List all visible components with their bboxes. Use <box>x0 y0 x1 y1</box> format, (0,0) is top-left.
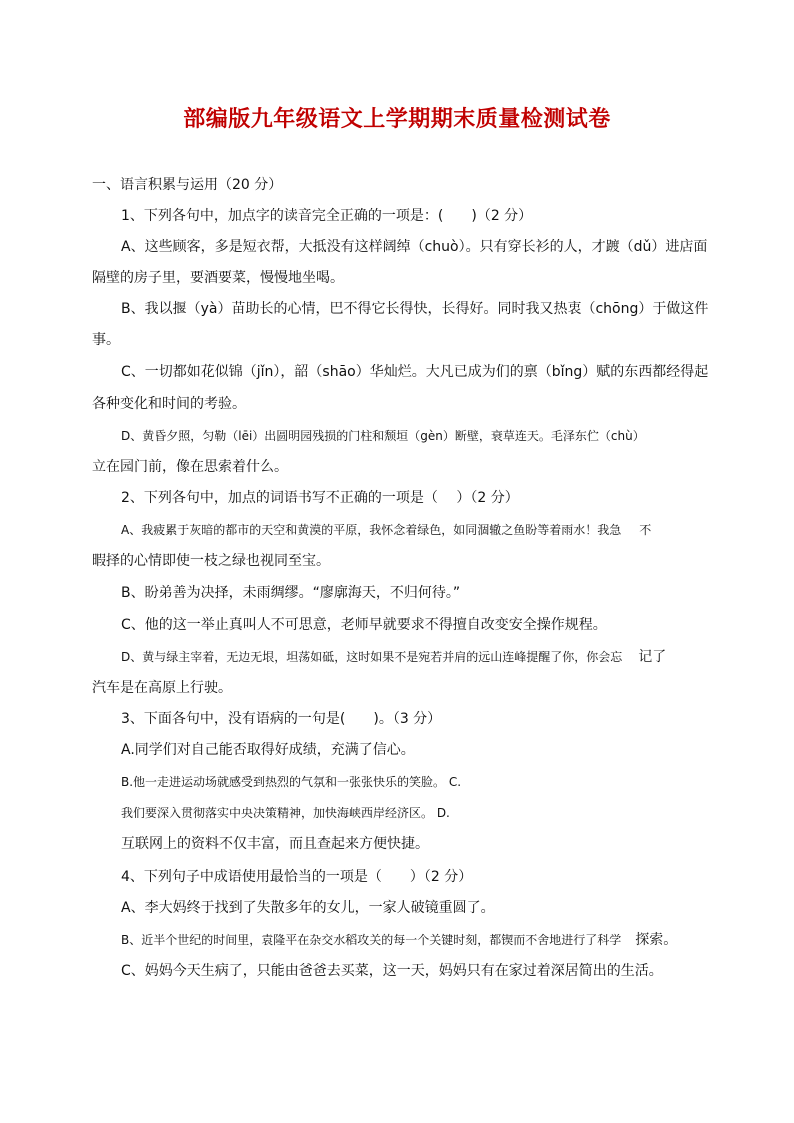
question-2-option-d-cont: 汽车是在高原上行驶。 <box>92 680 232 696</box>
question-1-option-d-cont: 立在园门前，像在思索着什么。 <box>92 459 288 475</box>
question-1-option-d: D、黄昏夕照，匀勒（lēi）出圆明园残损的门柱和颓垣（gèn）断壁，衰草连天。毛泽东伫（chù） <box>121 429 645 443</box>
question-1-option-b: B、我以揠（yà）苗助长的心情，巴不得它长得快，长得好。同时我又热衷（chōng）于做这件 <box>121 301 709 317</box>
question-2-option-a-tail: 不 <box>639 523 652 537</box>
question-1-option-c-cont: 各种变化和时间的考验。 <box>92 396 246 412</box>
question-2-option-a <box>121 520 651 540</box>
question-3-option-d: 互联网上的资料不仅丰富，而且查起来方便快捷。 <box>121 836 429 852</box>
question-1-option-a-cont: 隔壁的房子里，要酒要菜，慢慢地坐喝。 <box>92 270 344 286</box>
question-4-option-b <box>121 930 677 950</box>
section-heading: 一、语言积累与运用（20 分） <box>92 177 283 193</box>
question-4-stem: 4、下列句子中成语使用最恰当的一项是（ ）（2 分） <box>121 869 473 885</box>
question-3-stem: 3、下面各句中，没有语病的一句是( )。（3 分） <box>121 711 442 727</box>
question-1-option-a: A、这些顾客，多是短衣帮，大抵没有这样阔绰（chuò）。只有穿长衫的人，才踱（dǔ）进店面 <box>121 239 708 255</box>
question-2-option-d-tail: 记了 <box>638 649 667 665</box>
question-4-option-a: A、李大妈终于找到了失散多年的女儿，一家人破镜重圆了。 <box>121 900 495 916</box>
question-4-option-b-tail: 探索。 <box>635 932 678 948</box>
page-title: 部编版九年级语文上学期期末质量检测试卷 <box>183 106 611 132</box>
question-2-option-a-cont: 暇择的心情即使一枝之绿也视同至宝。 <box>92 553 330 569</box>
question-2-option-a-text: A、我疲累于灰暗的都市的天空和黄漠的平原，我怀念着绿色，如同涸辙之鱼盼等着雨水！我急 <box>121 523 622 537</box>
question-4-option-b-text: B、近半个世纪的时间里，袁隆平在杂交水稻攻关的每一个关键时刻，都锲而不舍地进行了科学 <box>121 933 622 947</box>
question-3-option-a: A.同学们对自己能否取得好成绩，充满了信心。 <box>121 742 415 758</box>
question-4-option-c: C、妈妈今天生病了，只能由爸爸去买菜，这一天，妈妈只有在家过着深居简出的生活。 <box>121 963 663 979</box>
question-2-option-d-text: D、黄与绿主宰着，无边无垠，坦荡如砥，这时如果不是宛若并肩的远山连峰提醒了你，你会忘 <box>121 650 623 664</box>
question-2-stem: 2、下列各句中，加点的词语书写不正确的一项是（ ）（2 分） <box>121 490 519 506</box>
question-2-option-d <box>121 647 666 667</box>
question-3-option-c: 我们要深入贯彻落实中央决策精神，加快海峡西岸经济区。 D. <box>121 806 450 820</box>
question-2-option-b: B、盼弟善为决择，未雨绸缪。“廖廓海天，不归何待。” <box>121 585 461 601</box>
question-1-stem: 1、下列各句中，加点字的读音完全正确的一项是：( )（2 分） <box>121 208 533 224</box>
question-1-option-b-cont: 事。 <box>92 332 120 348</box>
question-3-option-b: B.他一走进运动场就感受到热烈的气氛和一张张快乐的笑脸。 C. <box>121 775 462 789</box>
question-2-option-c: C、他的这一举止真叫人不可思意，老师早就要求不得擅自改变安全操作规程。 <box>121 617 607 633</box>
question-1-option-c: C、一切都如花似锦（jǐn），韶（shāo）华灿烂。大凡已成为们的禀（bǐng）赋的东西都经得起 <box>121 364 709 380</box>
